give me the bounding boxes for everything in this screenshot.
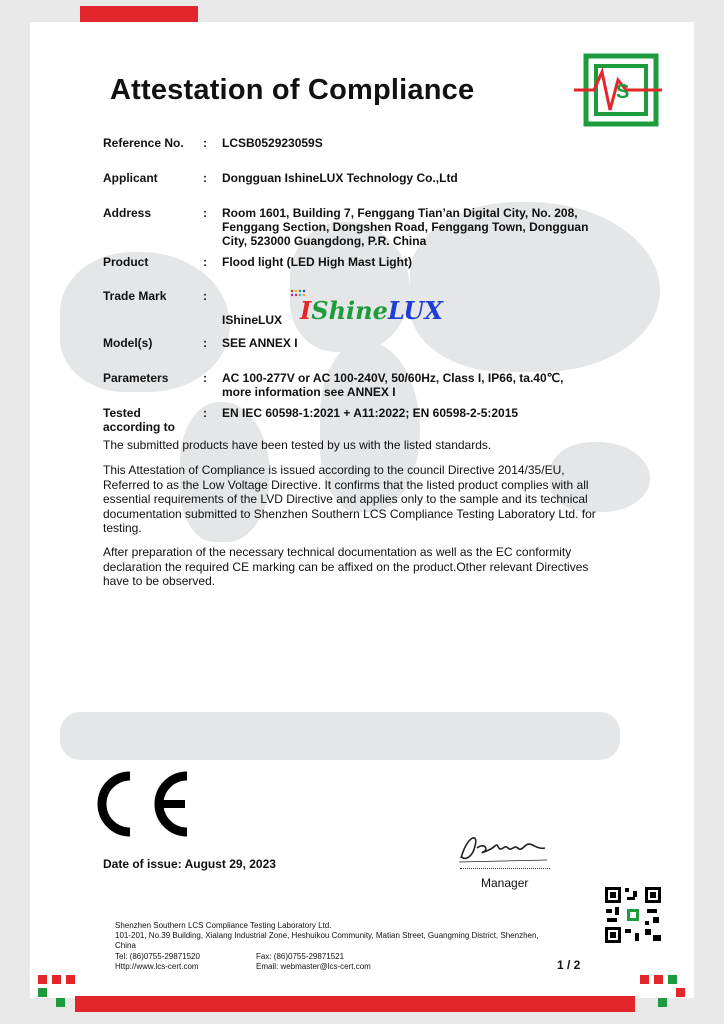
page-number: 1 / 2 xyxy=(557,958,581,972)
field-label: Parameters xyxy=(103,371,169,385)
field-label: Tested according to xyxy=(103,406,176,434)
field-colon: : xyxy=(203,206,207,220)
signature-role: Manager xyxy=(481,876,529,890)
qr-code xyxy=(603,885,663,945)
corner-square xyxy=(56,998,65,1007)
corner-square xyxy=(654,975,663,984)
corner-square xyxy=(676,988,685,997)
signature-line xyxy=(460,868,550,869)
ce-mark xyxy=(97,770,193,838)
field-colon: : xyxy=(203,289,207,303)
trade-mark-logo xyxy=(300,296,443,325)
field-label: Address xyxy=(103,206,152,220)
footer-web: Http://www.lcs-cert.com xyxy=(115,962,199,971)
logo-letter: S xyxy=(616,81,630,103)
trade-mark-text: IShineLUX xyxy=(222,313,283,327)
paragraph-ce-marking: After preparation of the necessary technical documentation as well as the EC conformity declaration the required CE marking can be affixed on the product.Other relevant Directives have to be observed. xyxy=(103,545,589,588)
corner-square xyxy=(38,975,47,984)
field-value: SEE ANNEX I xyxy=(222,336,298,350)
corner-square xyxy=(640,975,649,984)
field-colon: : xyxy=(203,336,207,350)
paragraph-attestation: This Attestation of Compliance is issued according to the council Directive 2014/35/EU, Referred to as the Low Voltage Directive. It confirms that the listed product complies with all essential requirements of the LVD Directive and applies only to the sample and its technical documentation submitted to Shenzhen Southern LCS Compliance Testing Laboratory Ltd. for testing. xyxy=(103,463,596,535)
date-of-issue: Date of issue: August 29, 2023 xyxy=(103,857,276,871)
paragraph-tested: The submitted products have been tested by us with the listed standards. xyxy=(103,438,492,452)
field-colon: : xyxy=(203,371,207,385)
trade-mark-logo-lux: LUX xyxy=(387,296,443,325)
signature xyxy=(455,828,550,866)
corner-square xyxy=(66,975,75,984)
field-label: Model(s) xyxy=(103,336,153,350)
field-value: Dongguan IshineLUX Technology Co.,Ltd xyxy=(222,171,458,185)
field-label: Trade Mark xyxy=(103,289,167,303)
field-value: Room 1601, Building 7, Fenggang Tian’an Digital City, No. 208, Fenggang Section, Dongshen Road, Fenggang Town, Dongguan City, 523000 Guangdong, P.R. China xyxy=(222,206,589,248)
lcs-logo xyxy=(572,52,664,128)
footer-company: Shenzhen Southern LCS Compliance Testing Laboratory Ltd. xyxy=(115,921,332,930)
field-colon: : xyxy=(203,255,207,269)
field-label: Applicant xyxy=(103,171,158,185)
corner-square xyxy=(38,988,47,997)
footer-tel: Tel: (86)0755-29871520 xyxy=(115,952,200,961)
footer-address: 101-201, No.39 Building, Xialang Industrial Zone, Heshuikou Community, Matian Street, Guangming District, Shenzhen, China xyxy=(115,931,539,950)
field-value: AC 100-277V or AC 100-240V, 50/60Hz, Class I, IP66, ta.40℃, more information see ANNEX I xyxy=(222,371,564,399)
bottom-red-bar xyxy=(75,996,635,1012)
corner-square xyxy=(52,975,61,984)
field-colon: : xyxy=(203,136,207,150)
trade-mark-logo-i: I xyxy=(300,296,312,325)
map-watermark xyxy=(60,712,620,760)
field-value: LCSB052923059S xyxy=(222,136,323,150)
field-label: Product xyxy=(103,255,149,269)
field-label: Reference No. xyxy=(103,136,184,150)
field-colon: : xyxy=(203,171,207,185)
footer-fax: Fax: (86)0755-29871521 xyxy=(256,952,345,961)
page-title: Attestation of Compliance xyxy=(110,74,475,106)
corner-square xyxy=(668,975,677,984)
field-value: Flood light (LED High Mast Light) xyxy=(222,255,412,269)
footer-email: Email: webmaster@lcs-cert.com xyxy=(256,962,371,971)
trade-mark-logo-shine: Shine xyxy=(311,296,388,325)
corner-square xyxy=(658,998,667,1007)
field-value: EN IEC 60598-1:2021 + A11:2022; EN 60598-2-5:2015 xyxy=(222,406,519,420)
field-colon: : xyxy=(203,406,207,420)
